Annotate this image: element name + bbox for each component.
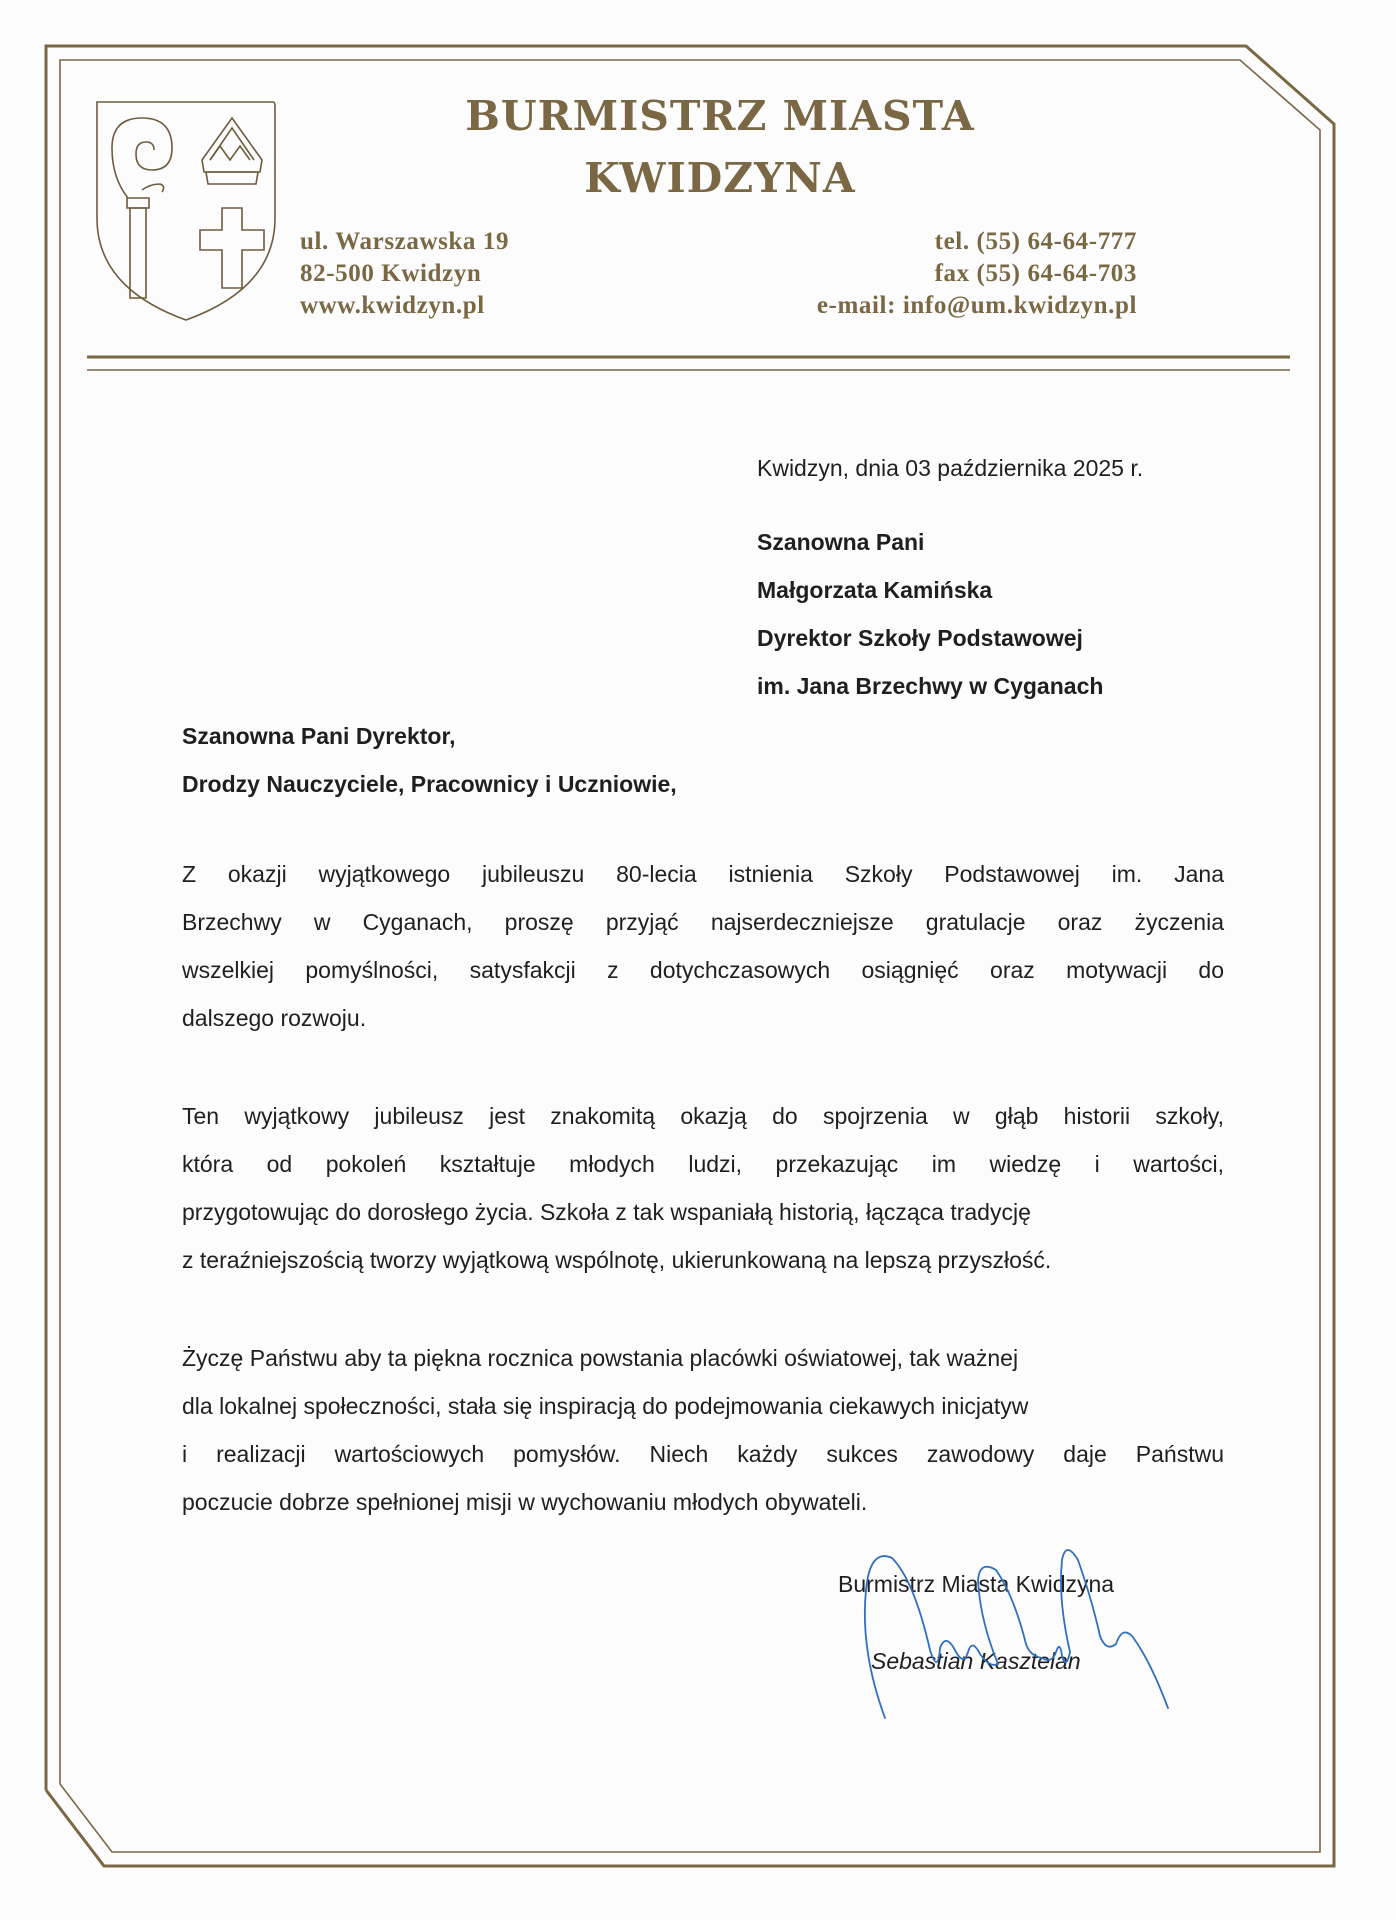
address-street: ul. Warszawska 19 <box>300 228 510 255</box>
signature-name: Sebastian Kasztelan <box>871 1648 1081 1674</box>
letterhead-title-line2: KWIDZYNA <box>584 154 856 202</box>
letterhead-title-line1: BURMISTRZ MIASTA <box>465 92 975 140</box>
recipient-position: Dyrektor Szkoły Podstawowej <box>757 625 1083 651</box>
contact-email-link[interactable]: e-mail: info@um.kwidzyn.pl <box>816 292 1137 319</box>
body-paragraph-2 <box>182 1092 1224 1284</box>
letterhead-address <box>300 226 509 322</box>
contact-phone: tel. (55) 64-64-777 <box>934 228 1137 255</box>
recipient-name: Małgorzata Kamińska <box>757 577 993 603</box>
recipient-school: im. Jana Brzechwy w Cyganach <box>757 673 1104 699</box>
greeting-block <box>182 712 677 808</box>
paragraph-line: przygotowując do dorosłego życia. Szkoła z tak wspaniałą historią, łącząca tradycję <box>182 1199 1031 1225</box>
paragraph-line: dla lokalnej społeczności, stała się inspiracją do podejmowania ciekawych inicjatyw <box>182 1393 1029 1419</box>
letter-date: Kwidzyn, dnia 03 października 2025 r. <box>757 455 1144 481</box>
handwritten-signature-icon <box>830 1540 1190 1740</box>
address-website-link[interactable]: www.kwidzyn.pl <box>300 292 485 319</box>
paragraph-line: Ten wyjątkowy jubileusz jest znakomitą okazją do spojrzenia w głąb historii szkoły, <box>182 1103 1224 1129</box>
coat-of-arms-icon <box>94 98 276 322</box>
signature-title: Burmistrz Miasta Kwidzyna <box>838 1571 1115 1597</box>
greeting-line-2: Drodzy Nauczyciele, Pracownicy i Uczniowie, <box>182 771 677 797</box>
paragraph-line: Z okazji wyjątkowego jubileuszu 80-lecia istnienia Szkoły Podstawowej im. Jana <box>182 861 1224 887</box>
body-paragraph-3 <box>182 1334 1224 1526</box>
recipient-block <box>757 518 1103 710</box>
letterhead-contact <box>817 226 1137 322</box>
recipient-salutation: Szanowna Pani <box>757 529 925 555</box>
paragraph-line: i realizacji wartościowych pomysłów. Niech każdy sukces zawodowy daje Państwu <box>182 1441 1224 1467</box>
paragraph-line: poczucie dobrze spełnionej misji w wychowaniu młodych obywateli. <box>182 1489 868 1515</box>
greeting-line-1: Szanowna Pani Dyrektor, <box>182 723 456 749</box>
contact-fax: fax (55) 64-64-703 <box>934 260 1137 287</box>
paragraph-line: z teraźniejszością tworzy wyjątkową wspólnotę, ukierunkowaną na lepszą przyszłość. <box>182 1247 1052 1273</box>
paragraph-line: wszelkiej pomyślności, satysfakcji z dotychczasowych osiągnięć oraz motywacji do <box>182 957 1224 983</box>
paragraph-line: Życzę Państwu aby ta piękna rocznica powstania placówki oświatowej, tak ważnej <box>182 1345 1019 1371</box>
paragraph-line: dalszego rozwoju. <box>182 1005 367 1031</box>
paragraph-line: która od pokoleń kształtuje młodych ludzi, przekazując im wiedzę i wartości, <box>182 1151 1224 1177</box>
body-paragraph-1 <box>182 850 1224 1042</box>
address-city: 82-500 Kwidzyn <box>300 260 482 287</box>
paragraph-line: Brzechwy w Cyganach, proszę przyjąć najserdeczniejsze gratulacje oraz życzenia <box>182 909 1224 935</box>
